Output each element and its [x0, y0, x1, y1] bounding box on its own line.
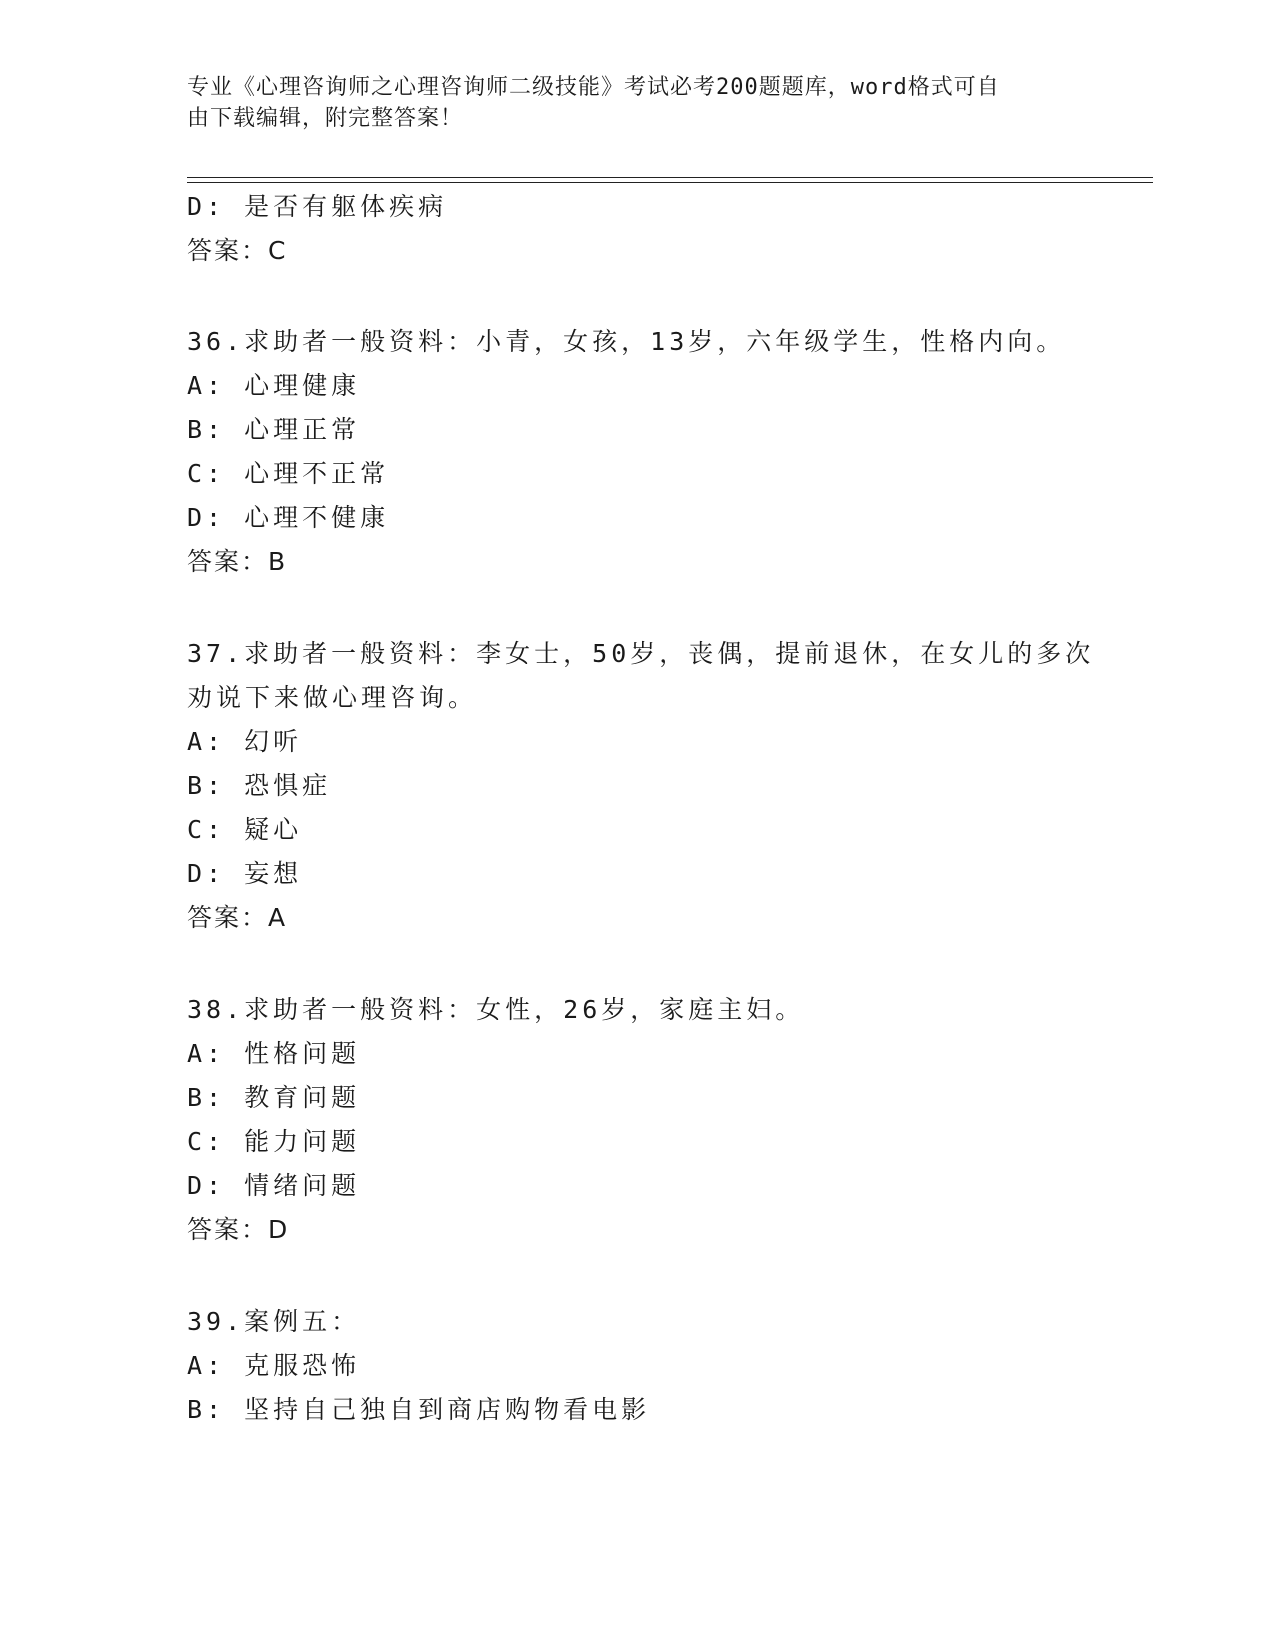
header-rule-bottom — [187, 182, 1153, 183]
question-37-stem-line-2: 劝说下来做心理咨询。 — [187, 683, 478, 712]
question-37-option-d: D: 妄想 — [187, 859, 303, 888]
option-line: D: 是否有躯体疾病 — [187, 192, 448, 221]
question-36-option-a: A: 心理健康 — [187, 371, 361, 400]
question-36-answer: 答案：B — [187, 547, 288, 576]
question-38-option-d: D: 情绪问题 — [187, 1171, 361, 1200]
question-36-option-c: C: 心理不正常 — [187, 459, 390, 488]
question-38-option-c: C: 能力问题 — [187, 1127, 361, 1156]
question-36-option-d: D: 心理不健康 — [187, 503, 390, 532]
question-37-answer: 答案：A — [187, 903, 288, 932]
header-line-2: 由下载编辑，附完整答案！ — [187, 106, 464, 131]
header-rule-top — [187, 177, 1153, 178]
question-39-option-a: A: 克服恐怖 — [187, 1351, 361, 1380]
question-39-option-b: B: 坚持自己独自到商店购物看电影 — [187, 1395, 651, 1424]
question-38-option-a: A: 性格问题 — [187, 1039, 361, 1068]
question-38-answer: 答案：D — [187, 1215, 290, 1244]
answer-line: 答案：C — [187, 236, 288, 265]
question-36-option-b: B: 心理正常 — [187, 415, 361, 444]
question-38-stem: 38.求助者一般资料：女性，26岁，家庭主妇。 — [187, 995, 805, 1024]
question-36-stem: 36.求助者一般资料：小青，女孩，13岁，六年级学生，性格内向。 — [187, 327, 1066, 356]
question-39-stem: 39.案例五： — [187, 1307, 361, 1336]
document-header — [187, 72, 1067, 134]
question-38-option-b: B: 教育问题 — [187, 1083, 361, 1112]
question-37-option-c: C: 疑心 — [187, 815, 303, 844]
header-line-1: 专业《心理咨询师之心理咨询师二级技能》考试必考200题题库，word格式可自 — [187, 75, 1000, 100]
question-37-option-b: B: 恐惧症 — [187, 771, 332, 800]
question-37-stem-line-1: 37.求助者一般资料：李女士，50岁，丧偶，提前退休，在女儿的多次 — [187, 639, 1095, 668]
question-37-option-a: A: 幻听 — [187, 727, 303, 756]
